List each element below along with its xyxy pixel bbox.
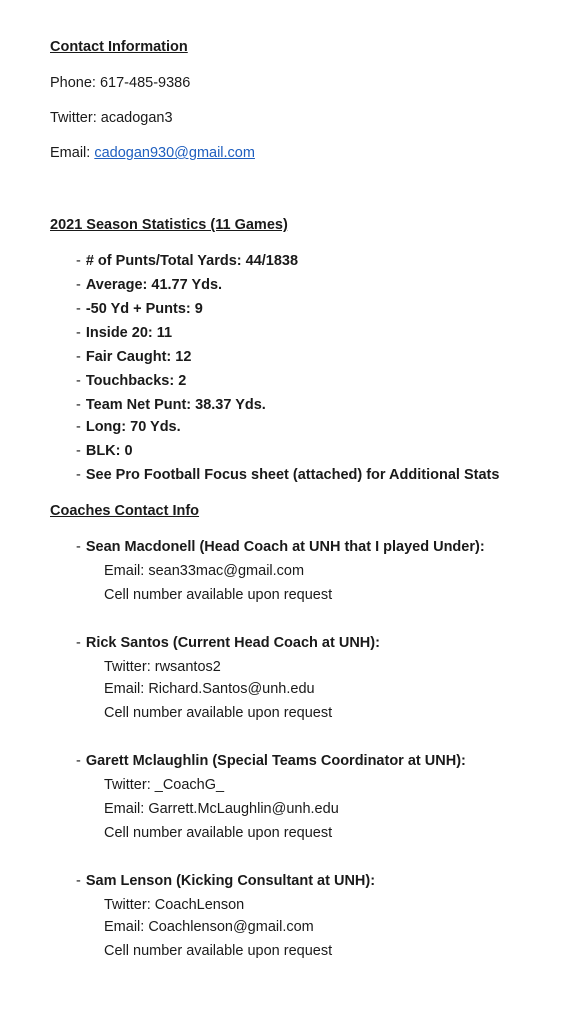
stat-item	[76, 396, 266, 414]
bullet-dash: -	[76, 325, 81, 341]
stat-text: Team Net Punt: 38.37 Yds.	[85, 397, 266, 413]
stat-item	[76, 418, 181, 436]
bullet-dash: -	[76, 373, 81, 389]
stat-item	[76, 300, 203, 318]
coach-name-text: Sean Macdonell (Head Coach at UNH that I played Under):	[85, 539, 485, 555]
phone-line: Phone: 617-485-9386	[50, 75, 191, 91]
stat-item	[76, 324, 172, 342]
coach-detail: Cell number available upon request	[104, 705, 333, 721]
coach-name-text: Garett Mclaughlin (Special Teams Coordinator at UNH):	[85, 753, 466, 769]
bullet-dash: -	[76, 349, 81, 365]
coach-detail: Email: sean33mac@gmail.com	[104, 563, 305, 579]
coach-detail: Email: Garrett.McLaughlin@unh.edu	[104, 801, 339, 817]
bullet-dash: -	[76, 443, 81, 459]
stat-text: Fair Caught: 12	[85, 349, 192, 365]
coach-detail: Cell number available upon request	[104, 825, 333, 841]
coach-name-text: Rick Santos (Current Head Coach at UNH):	[85, 635, 380, 651]
stat-text: Touchbacks: 2	[85, 373, 187, 389]
stat-item	[76, 276, 222, 294]
bullet-dash: -	[76, 277, 81, 293]
email-link[interactable]: cadogan930@gmail.com	[94, 145, 255, 161]
stat-item	[76, 348, 191, 366]
coach-name-text: Sam Lenson (Kicking Consultant at UNH):	[85, 873, 376, 889]
bullet-dash: -	[76, 397, 81, 413]
stat-text: Inside 20: 11	[85, 325, 173, 341]
email-label: Email:	[50, 145, 95, 161]
coach-name	[76, 538, 485, 556]
contact-heading: Contact Information	[50, 39, 188, 55]
stat-text: -50 Yd + Punts: 9	[85, 301, 203, 317]
coach-detail: Twitter: CoachLenson	[104, 897, 245, 913]
coaches-heading: Coaches Contact Info	[50, 503, 200, 519]
coach-name	[76, 872, 375, 890]
email-line	[50, 144, 255, 162]
bullet-dash: -	[76, 635, 81, 651]
bullet-dash: -	[76, 419, 81, 435]
stat-text: See Pro Football Focus sheet (attached) for Additional Stats	[85, 467, 500, 483]
stat-item	[76, 466, 499, 484]
coach-name	[76, 752, 466, 770]
stat-text: BLK: 0	[85, 443, 133, 459]
stat-text: # of Punts/Total Yards: 44/1838	[85, 253, 299, 269]
bullet-dash: -	[76, 539, 81, 555]
coach-detail: Email: Richard.Santos@unh.edu	[104, 681, 315, 697]
coach-detail: Cell number available upon request	[104, 587, 333, 603]
bullet-dash: -	[76, 753, 81, 769]
twitter-line: Twitter: acadogan3	[50, 110, 173, 126]
bullet-dash: -	[76, 253, 81, 269]
stat-text: Long: 70 Yds.	[85, 419, 181, 435]
bullet-dash: -	[76, 301, 81, 317]
coach-detail: Email: Coachlenson@gmail.com	[104, 919, 314, 935]
stats-heading: 2021 Season Statistics (11 Games)	[50, 217, 288, 233]
stat-text: Average: 41.77 Yds.	[85, 277, 223, 293]
stat-item	[76, 442, 133, 460]
stat-item	[76, 252, 298, 270]
coach-name	[76, 634, 380, 652]
bullet-dash: -	[76, 873, 81, 889]
stat-item	[76, 372, 186, 390]
bullet-dash: -	[76, 467, 81, 483]
coach-detail: Cell number available upon request	[104, 943, 333, 959]
coach-detail: Twitter: _CoachG_	[104, 777, 225, 793]
coach-detail: Twitter: rwsantos2	[104, 659, 221, 675]
